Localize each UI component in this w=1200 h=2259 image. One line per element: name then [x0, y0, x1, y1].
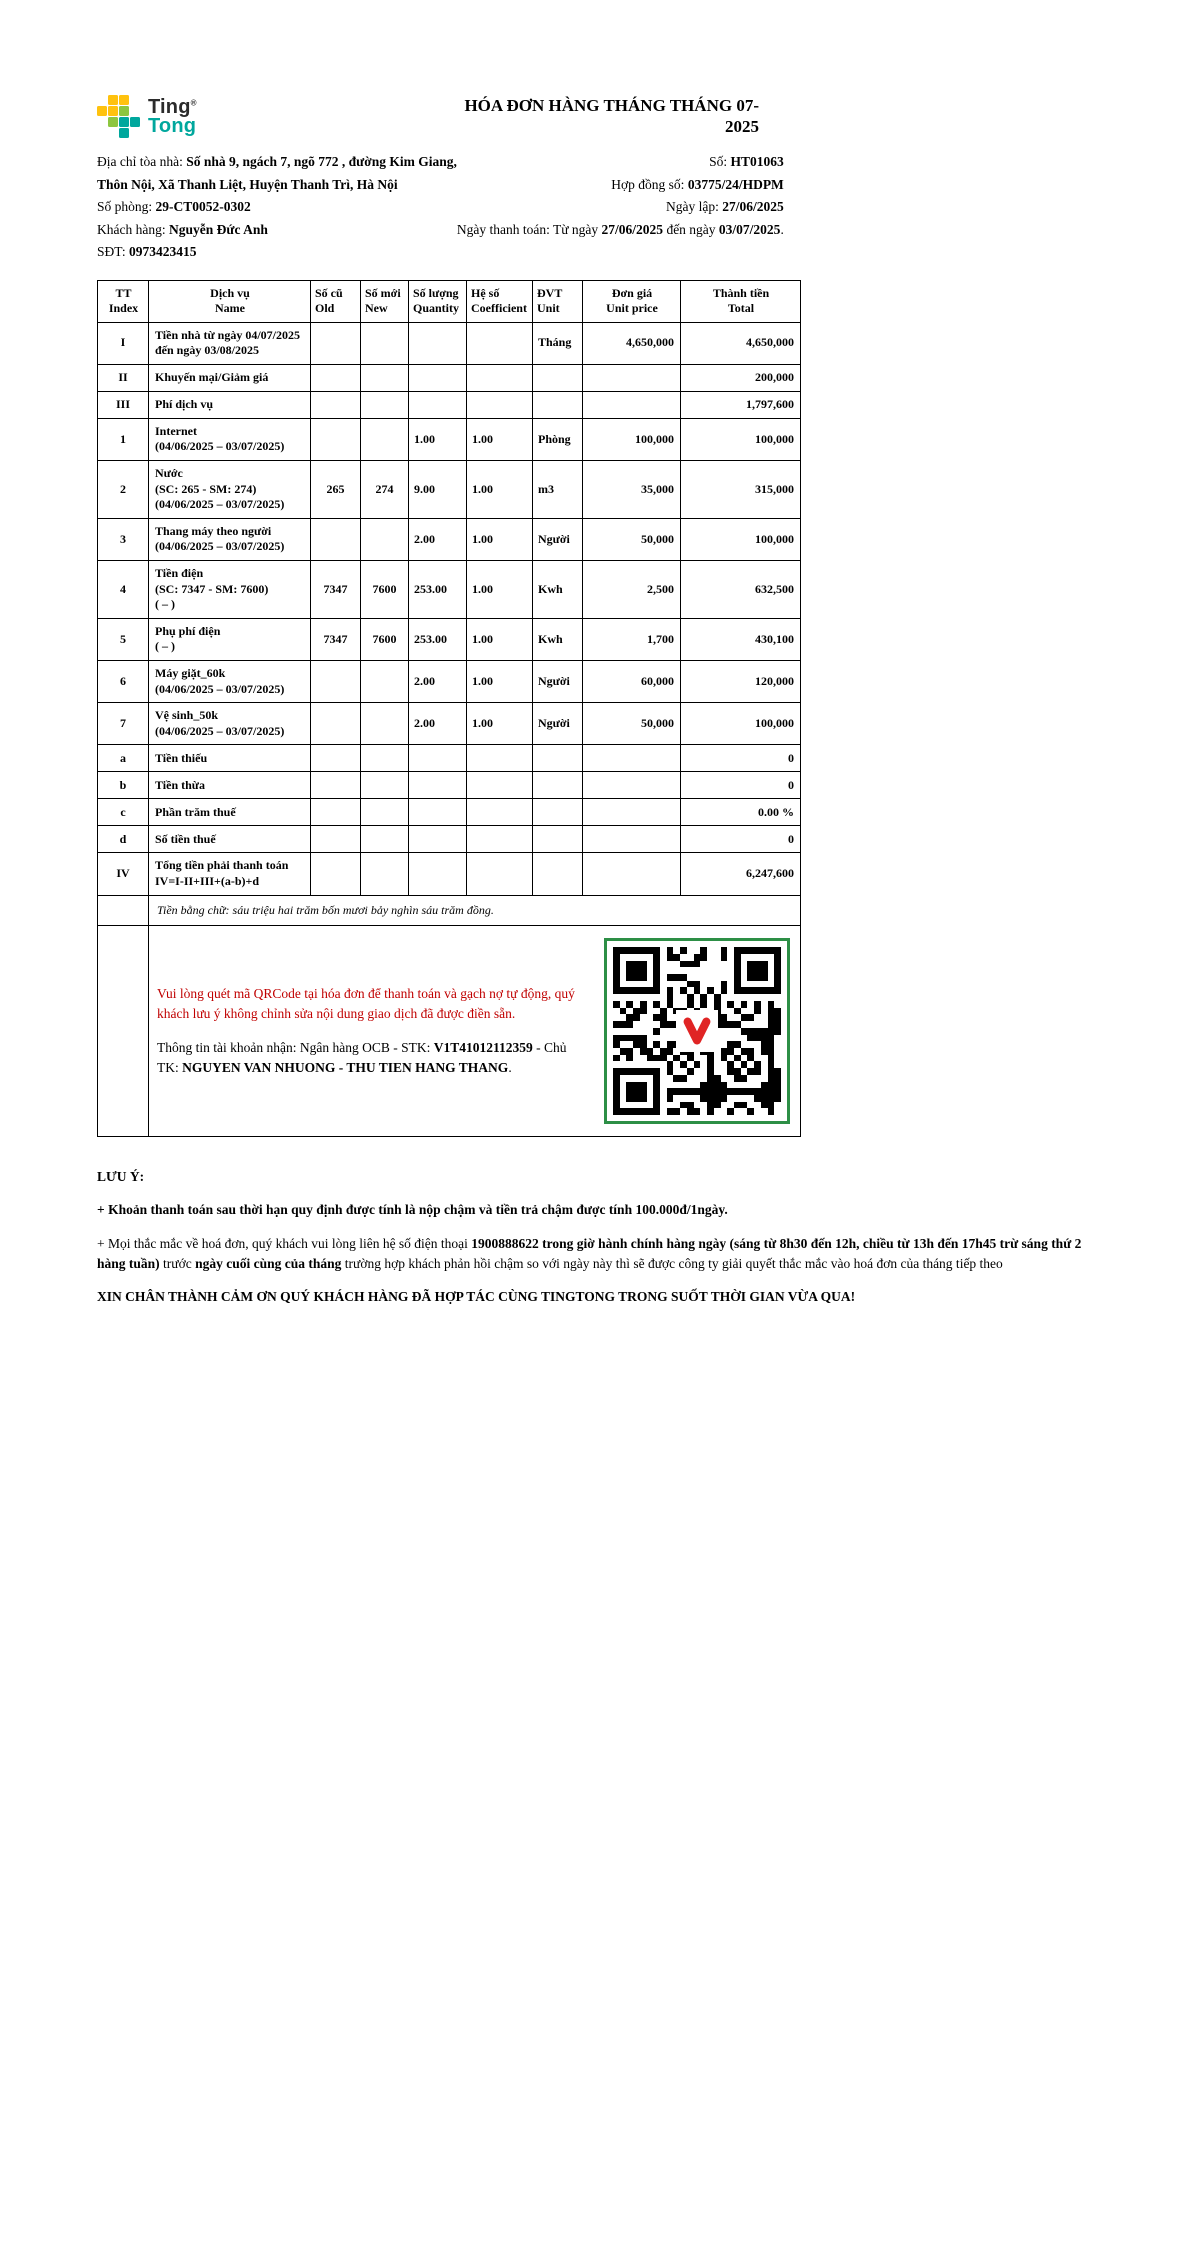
cell-quantity — [409, 799, 467, 826]
cell-unit-price — [583, 826, 681, 853]
cell-total: 0 — [681, 826, 801, 853]
cell-new-reading — [361, 826, 409, 853]
cell-old-reading — [311, 772, 361, 799]
cell-unit — [533, 364, 583, 391]
cell-old-reading — [311, 745, 361, 772]
table-row-4 — [98, 561, 801, 619]
cell-service-name: Tiền điện (SC: 7347 - SM: 7600) ( – ) — [149, 561, 311, 619]
cell-new-reading — [361, 853, 409, 895]
cell-service-name: Phụ phí điện ( – ) — [149, 618, 311, 660]
cell-coefficient: 1.00 — [467, 518, 533, 560]
invoice-meta — [97, 151, 784, 264]
cell-unit-price — [583, 799, 681, 826]
table-row-I — [98, 322, 801, 364]
cell-coefficient: 1.00 — [467, 703, 533, 745]
payment-period: Ngày thanh toán: Từ ngày 27/06/2025 đến ngày 03/07/2025. — [456, 221, 784, 237]
amount-in-words-row — [98, 895, 801, 926]
cell-index: I — [98, 322, 149, 364]
cell-old-reading — [311, 853, 361, 895]
cell-old-reading: 7347 — [311, 618, 361, 660]
payment-instructions — [157, 984, 589, 1079]
table-header-row — [98, 280, 801, 322]
cell-unit — [533, 799, 583, 826]
cell-new-reading — [361, 418, 409, 460]
cell-unit: Người — [533, 518, 583, 560]
cell-coefficient — [467, 853, 533, 895]
cell-old-reading: 265 — [311, 461, 361, 519]
cell-new-reading: 7600 — [361, 561, 409, 619]
cell-old-reading — [311, 518, 361, 560]
cell-unit-price: 50,000 — [583, 518, 681, 560]
cell-coefficient: 1.00 — [467, 561, 533, 619]
table-row-II — [98, 364, 801, 391]
cell-service-name: Nước (SC: 265 - SM: 274) (04/06/2025 – 03/07/2025) — [149, 461, 311, 519]
cell-new-reading — [361, 391, 409, 418]
cell-index: 2 — [98, 461, 149, 519]
cell-index: 5 — [98, 618, 149, 660]
cell-coefficient — [467, 391, 533, 418]
logo-text-ting: Ting® — [148, 95, 197, 118]
cell-unit-price: 100,000 — [583, 418, 681, 460]
col-header-coefficient: Hệ số Coefficient — [467, 280, 533, 322]
cell-unit-price — [583, 853, 681, 895]
cell-new-reading — [361, 364, 409, 391]
cell-quantity: 1.00 — [409, 418, 467, 460]
cell-unit-price: 35,000 — [583, 461, 681, 519]
cell-new-reading: 274 — [361, 461, 409, 519]
cell-unit-price — [583, 772, 681, 799]
cell-old-reading — [311, 661, 361, 703]
cell-old-reading: 7347 — [311, 561, 361, 619]
cell-new-reading — [361, 772, 409, 799]
cell-index: b — [98, 772, 149, 799]
cell-coefficient: 1.00 — [467, 418, 533, 460]
cell-unit-price: 60,000 — [583, 661, 681, 703]
cell-old-reading — [311, 391, 361, 418]
cell-service-name: Thang máy theo người (04/06/2025 – 03/07/2025) — [149, 518, 311, 560]
cell-quantity — [409, 853, 467, 895]
cell-coefficient — [467, 364, 533, 391]
building-address-line1: Địa chỉ tòa nhà: Số nhà 9, ngách 7, ngõ 772 , đường Kim Giang, — [97, 154, 457, 169]
cell-unit: Người — [533, 661, 583, 703]
cell-index: d — [98, 826, 149, 853]
cell-index: c — [98, 799, 149, 826]
cell-quantity: 9.00 — [409, 461, 467, 519]
registered-mark: ® — [190, 97, 197, 107]
cell-total: 0 — [681, 772, 801, 799]
cell-coefficient: 1.00 — [467, 618, 533, 660]
cell-old-reading — [311, 364, 361, 391]
cell-service-name: Máy giặt_60k (04/06/2025 – 03/07/2025) — [149, 661, 311, 703]
cell-unit-price: 4,650,000 — [583, 322, 681, 364]
cell-total: 0.00 % — [681, 799, 801, 826]
cell-old-reading — [311, 799, 361, 826]
cell-quantity — [409, 826, 467, 853]
cell-service-name: Khuyến mại/Giảm giá — [149, 364, 311, 391]
table-row-c — [98, 799, 801, 826]
col-header-old: Số cũ Old — [311, 280, 361, 322]
cell-quantity: 2.00 — [409, 518, 467, 560]
table-row-1 — [98, 418, 801, 460]
cell-new-reading — [361, 518, 409, 560]
cell-service-name: Tiền thừa — [149, 772, 311, 799]
cell-quantity — [409, 364, 467, 391]
col-header-quantity: Số lượng Quantity — [409, 280, 467, 322]
cell-unit: Phòng — [533, 418, 583, 460]
cell-old-reading — [311, 703, 361, 745]
cell-service-name: Phần trăm thuế — [149, 799, 311, 826]
table-row-a — [98, 745, 801, 772]
issue-date: Ngày lập: 27/06/2025 — [666, 199, 784, 214]
cell-total: 4,650,000 — [681, 322, 801, 364]
cell-coefficient: 1.00 — [467, 661, 533, 703]
cell-index: 6 — [98, 661, 149, 703]
cell-quantity — [409, 772, 467, 799]
cell-index: III — [98, 391, 149, 418]
table-row-5 — [98, 618, 801, 660]
cell-coefficient — [467, 799, 533, 826]
cell-index — [98, 895, 149, 926]
cell-index — [98, 926, 149, 1137]
cell-new-reading — [361, 745, 409, 772]
cell-index: 7 — [98, 703, 149, 745]
cell-unit — [533, 826, 583, 853]
cell-unit-price — [583, 364, 681, 391]
cell-new-reading: 7600 — [361, 618, 409, 660]
cell-index: 4 — [98, 561, 149, 619]
tingtong-logo-icon — [97, 95, 140, 138]
cell-quantity — [409, 745, 467, 772]
cell-unit: Kwh — [533, 618, 583, 660]
col-header-total: Thành tiền Total — [681, 280, 801, 322]
table-row-b — [98, 772, 801, 799]
notes-heading: LƯU Ý: — [97, 1169, 145, 1185]
col-header-index: TT Index — [98, 280, 149, 322]
tingtong-wordmark — [148, 95, 197, 137]
cell-quantity — [409, 322, 467, 364]
cell-quantity: 253.00 — [409, 561, 467, 619]
cell-new-reading — [361, 799, 409, 826]
invoice-title: HÓA ĐƠN HÀNG THÁNG THÁNG 07-2025 — [464, 96, 759, 137]
cell-quantity — [409, 391, 467, 418]
col-header-service: Dịch vụ Name — [149, 280, 311, 322]
table-row-3 — [98, 518, 801, 560]
cell-unit — [533, 853, 583, 895]
late-payment-note: + Khoản thanh toán sau thời hạn quy định được tính là nộp chậm và tiền trả chậm được tính 100.000đ/1ngày. — [97, 1202, 728, 1218]
cell-index: 3 — [98, 518, 149, 560]
cell-quantity: 2.00 — [409, 703, 467, 745]
table-row-6 — [98, 661, 801, 703]
cell-unit — [533, 772, 583, 799]
building-address-line2: Thôn Nội, Xã Thanh Liệt, Huyện Thanh Trì, Hà Nội — [97, 176, 398, 192]
footer-notes — [97, 1167, 1103, 1307]
cell-coefficient — [467, 772, 533, 799]
cell-service-name: Tiền nhà từ ngày 04/07/2025 đến ngày 03/08/2025 — [149, 322, 311, 364]
col-header-unit-price: Đơn giá Unit price — [583, 280, 681, 322]
cell-service-name: Vệ sinh_50k (04/06/2025 – 03/07/2025) — [149, 703, 311, 745]
cell-total: 100,000 — [681, 703, 801, 745]
col-header-unit: ĐVT Unit — [533, 280, 583, 322]
contract-number: Hợp đồng số: 03775/24/HDPM — [611, 176, 784, 192]
cell-service-name: Tổng tiền phải thanh toán IV=I-II+III+(a-b)+d — [149, 853, 311, 895]
room-number: Số phòng: 29-CT0052-0302 — [97, 199, 251, 214]
invoice-header — [97, 95, 759, 138]
cell-old-reading — [311, 418, 361, 460]
cell-unit-price: 50,000 — [583, 703, 681, 745]
cell-total: 632,500 — [681, 561, 801, 619]
cell-index: a — [98, 745, 149, 772]
table-row-III — [98, 391, 801, 418]
invoice-details — [457, 151, 784, 264]
bank-account-info: Thông tin tài khoản nhận: Ngân hàng OCB - STK: V1T41012112359 - Chủ TK: NGUYEN VAN NHUONG - THU TIEN HANG THANG. — [157, 1040, 567, 1076]
cell-coefficient — [467, 826, 533, 853]
cell-unit — [533, 391, 583, 418]
table-row-IV — [98, 853, 801, 895]
cell-total: 1,797,600 — [681, 391, 801, 418]
cell-coefficient: 1.00 — [467, 461, 533, 519]
cell-total: 315,000 — [681, 461, 801, 519]
cell-quantity: 2.00 — [409, 661, 467, 703]
customer-info — [97, 151, 457, 264]
qr-payment-cell — [149, 926, 801, 1137]
logo-text-tong: Tong — [148, 114, 197, 137]
cell-quantity: 253.00 — [409, 618, 467, 660]
tingtong-logo — [97, 95, 197, 138]
cell-new-reading — [361, 703, 409, 745]
cell-coefficient — [467, 745, 533, 772]
cell-index: 1 — [98, 418, 149, 460]
table-row-2 — [98, 461, 801, 519]
qr-payment-row — [98, 926, 801, 1137]
cell-unit-price: 1,700 — [583, 618, 681, 660]
cell-new-reading — [361, 661, 409, 703]
cell-old-reading — [311, 826, 361, 853]
cell-service-name: Internet (04/06/2025 – 03/07/2025) — [149, 418, 311, 460]
cell-unit: m3 — [533, 461, 583, 519]
cell-unit: Người — [533, 703, 583, 745]
cell-index: II — [98, 364, 149, 391]
cell-total: 6,247,600 — [681, 853, 801, 895]
customer-name: Khách hàng: Nguyễn Đức Anh — [97, 221, 268, 237]
qr-code — [604, 938, 790, 1124]
cell-old-reading — [311, 322, 361, 364]
cell-unit: Tháng — [533, 322, 583, 364]
cell-total: 100,000 — [681, 418, 801, 460]
col-header-new: Số mới New — [361, 280, 409, 322]
cell-total: 430,100 — [681, 618, 801, 660]
cell-unit-price — [583, 745, 681, 772]
cell-index: IV — [98, 853, 149, 895]
cell-service-name: Số tiền thuế — [149, 826, 311, 853]
cell-total: 200,000 — [681, 364, 801, 391]
cell-coefficient — [467, 322, 533, 364]
table-row-7 — [98, 703, 801, 745]
cell-service-name: Phí dịch vụ — [149, 391, 311, 418]
hotline-note: + Mọi thắc mắc về hoá đơn, quý khách vui lòng liên hệ số điện thoại 1900888622 trong giờ hành chính hàng ngày (sáng từ 8h30 đến 12h, chiều từ 13h đến 17h45 trừ sáng thứ 2 hàng tuần) trước ngày cuối cùng của tháng trường hợp khách phản hồi chậm so với ngày này thì sẽ được công ty giải quyết thắc mắc vào hoá đơn của tháng tiếp theo — [97, 1235, 1082, 1271]
cell-new-reading — [361, 322, 409, 364]
cell-total: 0 — [681, 745, 801, 772]
cell-unit-price: 2,500 — [583, 561, 681, 619]
invoice-table — [97, 280, 801, 1138]
thank-you-note: XIN CHÂN THÀNH CẢM ƠN QUÝ KHÁCH HÀNG ĐÃ HỢP TÁC CÙNG TINGTONG TRONG SUỐT THỜI GIAN VỪA QUA! — [97, 1289, 856, 1305]
amount-in-words-cell: Tiền bằng chữ: sáu triệu hai trăm bốn mươi bảy nghìn sáu trăm đồng. — [149, 895, 801, 926]
cell-service-name: Tiền thiếu — [149, 745, 311, 772]
cell-total: 120,000 — [681, 661, 801, 703]
qr-instruction-note: Vui lòng quét mã QRCode tại hóa đơn để thanh toán và gạch nợ tự động, quý khách lưu ý không chỉnh sửa nội dung giao dịch đã được điền sẵn. — [157, 985, 575, 1021]
cell-unit: Kwh — [533, 561, 583, 619]
customer-phone: SĐT: 0973423415 — [97, 244, 197, 259]
invoice-number: Số: HT01063 — [709, 154, 784, 169]
cell-unit — [533, 745, 583, 772]
table-row-d — [98, 826, 801, 853]
cell-unit-price — [583, 391, 681, 418]
qr-center-logo-icon — [676, 1010, 718, 1052]
cell-total: 100,000 — [681, 518, 801, 560]
